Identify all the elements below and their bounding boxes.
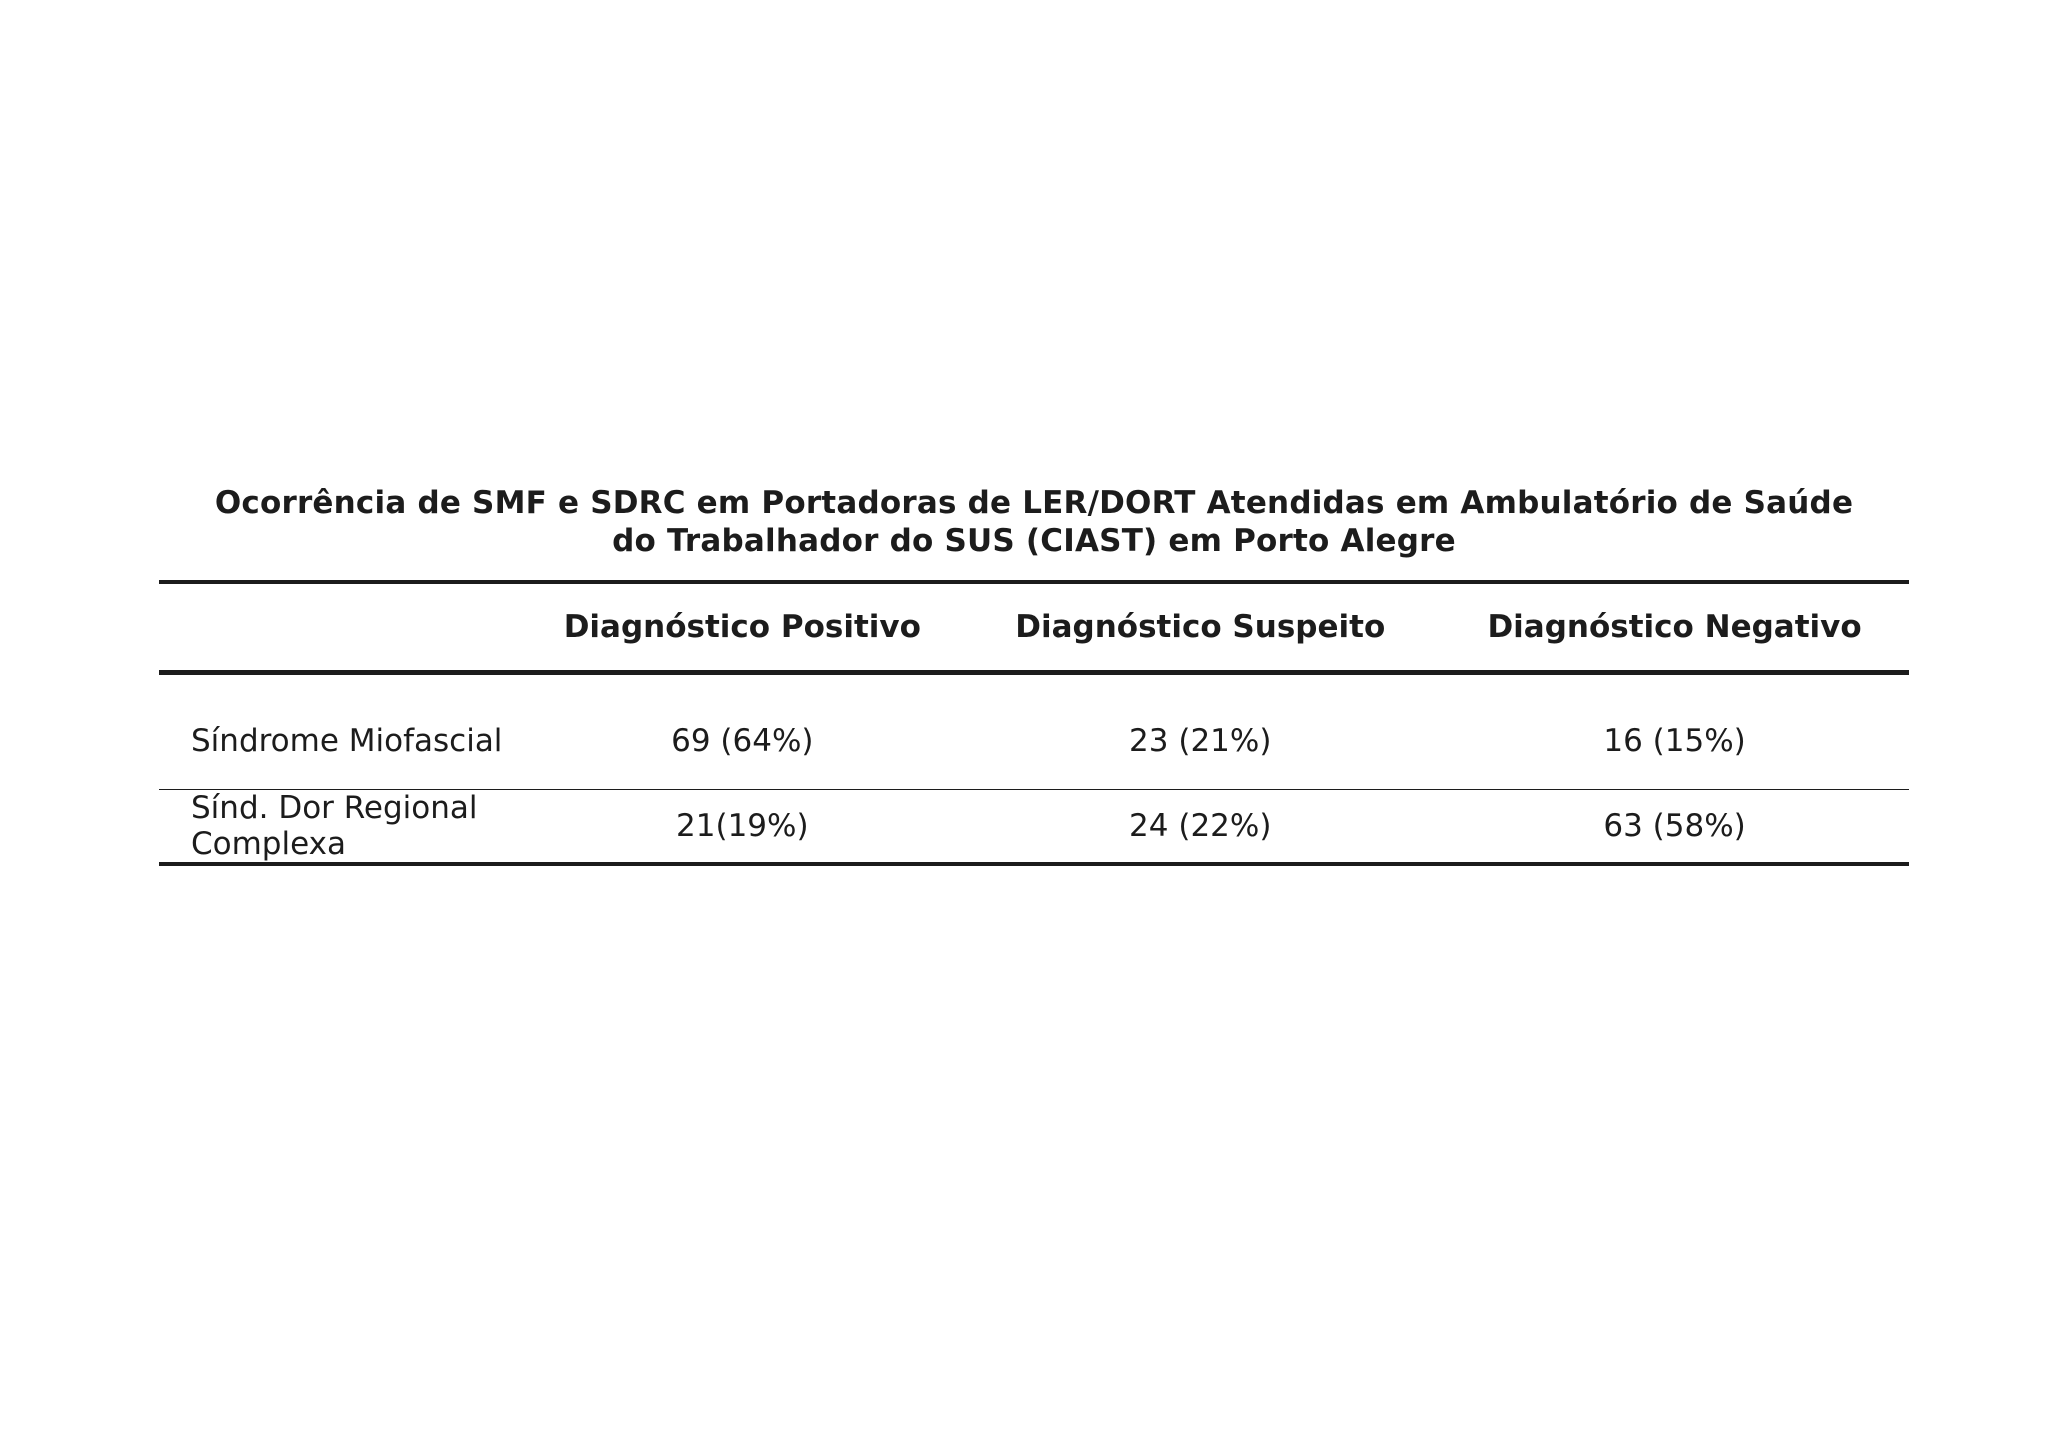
document-table-block xyxy=(159,484,1909,866)
cell-positivo: 69 (64%) xyxy=(524,673,960,790)
row-label: Sínd. Dor Regional Complexa xyxy=(159,790,524,865)
cell-positivo: 21(19%) xyxy=(524,790,960,865)
table-title-line-1: Ocorrência de SMF e SDRC em Portadoras de LER/DORT Atendidas em Ambulatório de Saúde xyxy=(214,485,1854,521)
cell-negativo: 63 (58%) xyxy=(1440,790,1909,865)
cell-suspeito: 23 (21%) xyxy=(960,673,1440,790)
table-row xyxy=(159,673,1909,790)
table-title-line-2: do Trabalhador do SUS (CIAST) em Porto Alegre xyxy=(612,523,1456,559)
header-diagnostico-positivo: Diagnóstico Positivo xyxy=(524,584,960,673)
table-header-row xyxy=(159,584,1909,673)
header-diagnostico-negativo: Diagnóstico Negativo xyxy=(1440,584,1909,673)
cell-suspeito: 24 (22%) xyxy=(960,790,1440,865)
data-table xyxy=(159,584,1909,866)
table-title xyxy=(159,484,1909,560)
table-row xyxy=(159,790,1909,865)
cell-negativo: 16 (15%) xyxy=(1440,673,1909,790)
header-empty-cell xyxy=(159,584,524,673)
row-label: Síndrome Miofascial xyxy=(159,673,524,790)
header-diagnostico-suspeito: Diagnóstico Suspeito xyxy=(960,584,1440,673)
